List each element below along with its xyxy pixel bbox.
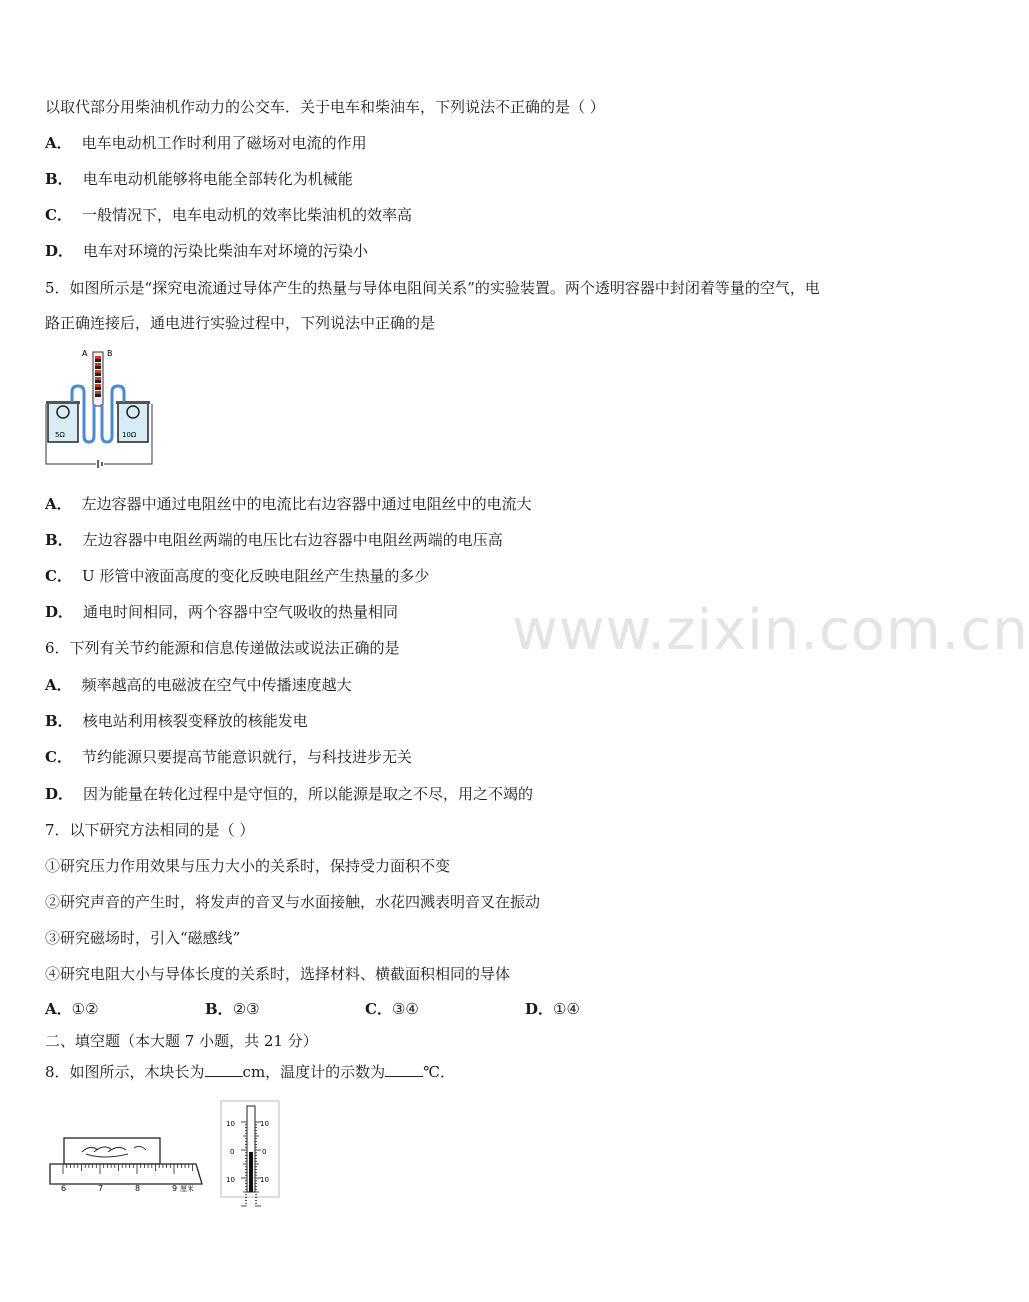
option-text: 左边容器中电阻丝两端的电压比右边容器中电阻丝两端的电压高 [82, 531, 503, 549]
section-title: 二、填空题（本大题 7 小题，共 21 分） [45, 1032, 318, 1050]
option-text: 因为能量在转化过程中是守恒的，所以能源是取之不尽，用之不竭的 [83, 785, 534, 803]
option-text: 频率越高的电磁波在空气中传播速度越大 [81, 676, 352, 694]
left-resistor-label: 5Ω [55, 431, 65, 439]
option-text: 左边容器中通过电阻丝中的电流比右边容器中通过电阻丝中的电流大 [81, 495, 532, 513]
option-label: C． [45, 748, 72, 766]
option-text: 核电站利用核裂变释放的核能发电 [82, 712, 308, 730]
q7-item-1: ①研究压力作用效果与压力大小的关系时，保持受力面积不变 [45, 857, 451, 875]
ruler-tick-6: 6 [61, 1184, 67, 1193]
figure-label-a: A [82, 349, 88, 358]
option-text: 通电时间相同，两个容器中空气吸收的热量相同 [83, 603, 399, 621]
option-label: B． [45, 531, 73, 549]
answer-blank-length [205, 1062, 243, 1077]
right-resistor-label: 10Ω [122, 431, 137, 439]
q6-stem: 6．下列有关节约能源和信息传递做法或说法正确的是 [45, 639, 400, 657]
q5-stem-line1: 5．如图所示是“探究电流通过导体产生的热量与导体电阻间关系”的实验装置。两个透明容器中封闭着等量的空气，电 [45, 279, 820, 297]
q5-option-c [45, 566, 429, 586]
option-label: A． [45, 495, 72, 513]
option-text: 节约能源只要提高节能意识就行，与科技进步无关 [81, 748, 412, 766]
q7-stem: 7．以下研究方法相同的是（ ） [45, 821, 255, 839]
choice-text: ②③ [232, 1000, 260, 1018]
thermometer-figure [220, 1100, 282, 1200]
q5-option-d [45, 602, 398, 622]
option-label: D． [45, 785, 74, 803]
ruler-tick-9: 9 [172, 1184, 178, 1193]
q4-option-d [45, 241, 368, 261]
option-label: D． [45, 603, 74, 621]
q8-unit2: ℃． [423, 1063, 455, 1081]
option-label: A． [45, 134, 72, 152]
option-label: B． [45, 712, 73, 730]
thermo-label-0-right: 0 [262, 1148, 267, 1156]
figure-label-b: B [107, 349, 113, 358]
q5-stem-line2: 路正确连接后，通电进行实验过程中，下列说法中正确的是 [45, 314, 436, 332]
choice-label: C． [365, 1000, 392, 1018]
q8-stem [45, 1062, 455, 1082]
ruler-tick-7: 7 [98, 1184, 104, 1193]
choice-label: B． [205, 1000, 233, 1018]
option-text: 电车对环境的污染比柴油车对坏境的污染小 [83, 242, 369, 260]
thermo-label-10-bottom-left: 10 [226, 1176, 235, 1184]
q7-item-3: ③研究磁场时，引入“磁感线” [45, 929, 241, 947]
q6-option-a [45, 675, 352, 695]
option-text: 电车电动机工作时利用了磁场对电流的作用 [81, 134, 367, 152]
ruler-wood-block-figure [46, 1134, 206, 1194]
q4-option-c [45, 205, 412, 225]
q7-choice-d [525, 999, 580, 1019]
choice-label: D． [525, 1000, 554, 1018]
q8-unit1: cm，温度计的示数为 [242, 1063, 386, 1081]
thermo-label-10-top-left: 10 [226, 1120, 235, 1128]
q4-option-b [45, 169, 353, 189]
q5-option-a [45, 494, 532, 514]
q6-option-b [45, 711, 308, 731]
option-label: B． [45, 170, 73, 188]
q7-item-4: ④研究电阻大小与导体长度的关系时，选择材料、横截面积相同的导体 [45, 965, 511, 983]
q7-choice-c [365, 999, 419, 1019]
ruler-tick-8: 8 [135, 1184, 141, 1193]
q8-prefix: 8．如图所示，木块长为 [45, 1063, 205, 1081]
option-label: C． [45, 206, 72, 224]
joule-heating-apparatus-figure [42, 344, 158, 470]
option-text: 一般情况下，电车电动机的效率比柴油机的效率高 [81, 206, 412, 224]
choice-text: ①② [71, 1000, 99, 1018]
option-label: C． [45, 567, 72, 585]
q5-option-b [45, 530, 503, 550]
option-label: A． [45, 676, 72, 694]
choice-text: ①④ [553, 1000, 580, 1018]
ruler-unit: 厘米 [180, 1185, 194, 1193]
q7-choice-a [45, 999, 99, 1019]
thermo-label-10-top-right: 10 [260, 1120, 269, 1128]
thermo-label-0-left: 0 [230, 1148, 235, 1156]
q7-item-2: ②研究声音的产生时，将发声的音叉与水面接触，水花四溅表明音叉在振动 [45, 893, 541, 911]
choice-label: A． [45, 1000, 72, 1018]
option-text: 电车电动机能够将电能全部转化为机械能 [82, 170, 353, 188]
q6-option-d [45, 784, 533, 804]
option-text: U 形管中液面高度的变化反映电阻丝产生热量的多少 [81, 567, 430, 585]
watermark: www.zixin.com.cn [512, 598, 1029, 663]
q4-option-a [45, 133, 367, 153]
q7-choice-b [205, 999, 260, 1019]
q6-option-c [45, 747, 412, 767]
thermo-label-10-bottom-right: 10 [260, 1176, 269, 1184]
choice-text: ③④ [391, 1000, 419, 1018]
answer-blank-temperature [385, 1062, 423, 1077]
option-label: D． [45, 242, 74, 260]
q4-stem: 以取代部分用柴油机作动力的公交车．关于电车和柴油车，下列说法不正确的是（ ） [45, 98, 605, 116]
